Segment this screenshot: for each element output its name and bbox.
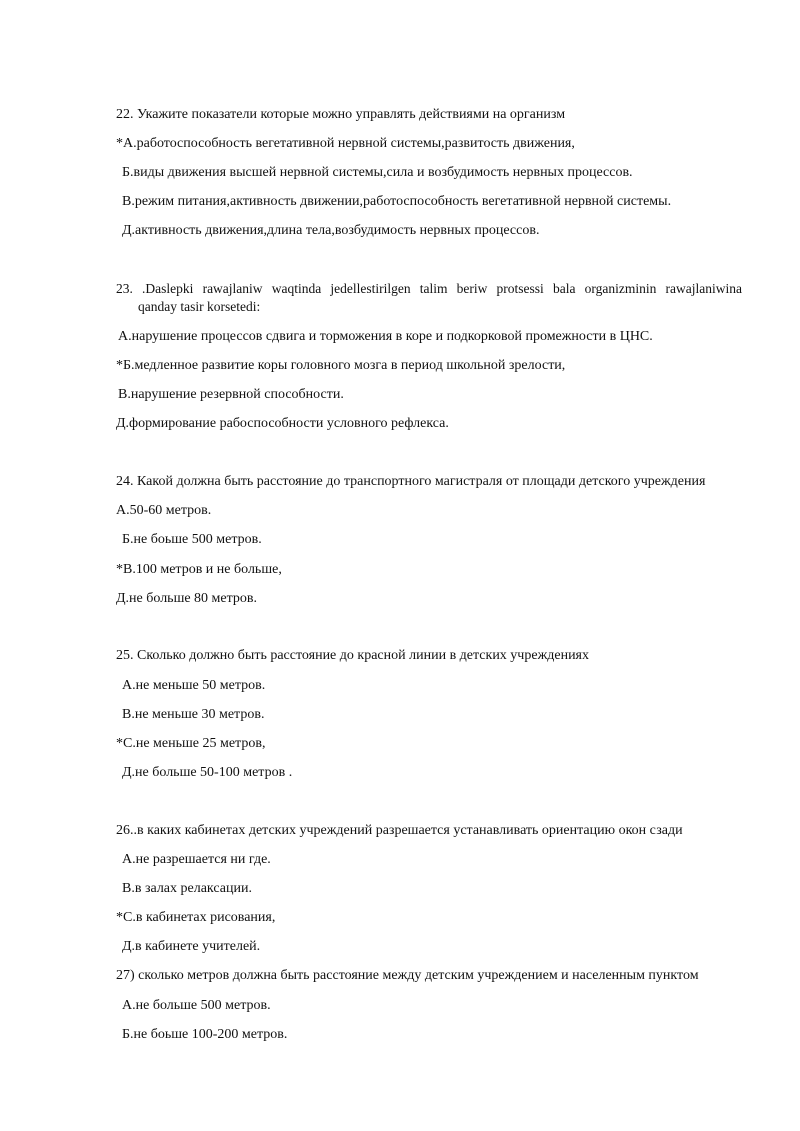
- question-24-option-c: *В.100 метров и не больше,: [116, 562, 282, 577]
- question-26-text: 26..в каких кабинетах детских учреждений разрешается устанавливать ориентацию окон сзади: [116, 823, 683, 838]
- question-23-text-line2: qanday tasir korsetedi:: [138, 299, 261, 314]
- question-23-option-c: В.нарушение резервной способности.: [118, 387, 344, 402]
- question-22-text: 22. Укажите показатели которые можно управлять действиями на организм: [116, 107, 566, 122]
- question-22-option-a: *А.работоспособность вегетативной нервной системы,развитость движения,: [116, 136, 575, 151]
- question-25-option-b: В.не меньше 30 метров.: [122, 707, 265, 722]
- question-26-option-a: А.не разрешается ни где.: [122, 852, 271, 867]
- question-22-option-d: Д.активность движения,длина тела,возбудимость нервных процессов.: [122, 223, 540, 238]
- question-26-option-b: В.в залах релаксации.: [122, 881, 252, 896]
- question-27-option-b: Б.не боьше 100-200 метров.: [122, 1027, 288, 1042]
- question-24-option-b: Б.не боьше 500 метров.: [122, 532, 262, 547]
- question-25-option-c: *С.не меньше 25 метров,: [116, 736, 266, 751]
- question-24-option-d: Д.не больше 80 метров.: [116, 591, 258, 606]
- question-25-option-a: А.не меньше 50 метров.: [122, 678, 266, 693]
- question-23-option-b: *Б.медленное развитие коры головного мозга в период школьной зрелости,: [116, 358, 566, 373]
- question-26-option-d: Д.в кабинете учителей.: [122, 939, 261, 954]
- question-27-text: 27) сколько метров должна быть расстояние между детским учреждением и населенным пунктом: [116, 968, 699, 983]
- question-25-option-d: Д.не больше 50-100 метров .: [122, 765, 293, 780]
- question-24-option-a: А.50-60 метров.: [116, 503, 212, 518]
- question-26-option-c: *С.в кабинетах рисования,: [116, 910, 276, 925]
- question-27-option-a: А.не больше 500 метров.: [122, 998, 271, 1013]
- question-24-text: 24. Какой должна быть расстояние до транспортного магистраля от площади детского учреждения: [116, 474, 706, 489]
- question-23-text-line1: 23. .Daslepki rawajlaniw waqtinda jedellestirilgen talim beriw protsessi bala organizminin rawajlaniwina: [116, 281, 742, 296]
- question-23-option-d: Д.формирование рабоспособности условного рефлекса.: [116, 416, 449, 431]
- question-25-text: 25. Сколько должно быть расстояние до красной линии в детских учреждениях: [116, 648, 589, 663]
- question-22-option-c: В.режим питания,активность движении,работоспособность вегетативной нервной системы.: [122, 194, 672, 209]
- question-22-option-b: Б.виды движения высшей нервной системы,сила и возбудимость нервных процессов.: [122, 165, 633, 180]
- question-23-option-a: А.нарушение процессов сдвига и торможения в коре и подкорковой промежности в ЦНС.: [118, 329, 653, 344]
